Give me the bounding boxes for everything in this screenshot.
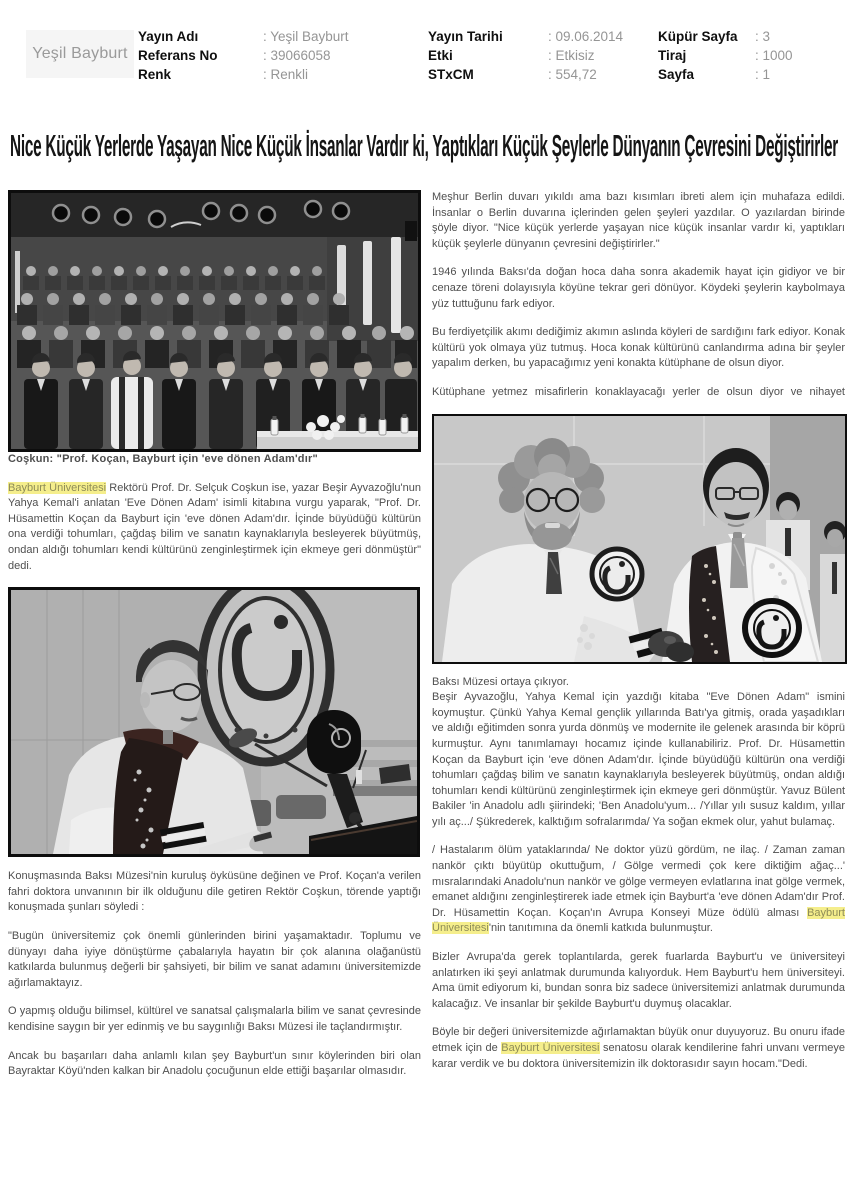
article-paragraph: Bizler Avrupa'da gerek toplantılarda, gerek fuarlarda Bayburt'u ve üniversiteyi anlatırken iki şeyi anlatmak durumunda kalıyorduk. Hem Bayburt'u hem üniversiteyi. Ama ümit ediyorum ki, bundan sonra biz sadece üniversitemizi anlatmak durumunda kalacağız. Ve insanlar bir şekilde Bayburt'u duymuş olacaklar.: [432, 951, 845, 1010]
meta-label: STxCM: [428, 67, 474, 82]
meta-value: : 39066058: [263, 48, 331, 63]
article-paragraph: Ancak bu başarıları daha anlamlı kılan şey Bayburt'un sınır köylerinden biri olan Bayraktar Köyü'nden kalkan bir Anadolu çocuğunun elde ettiği başarılar olmasıdır.: [8, 1049, 421, 1078]
right-column: [432, 190, 845, 1085]
meta-row: [138, 46, 349, 65]
meta-label: Tiraj: [658, 48, 687, 63]
paragraph-text: 'nin tanıtımına da önemli katkıda bulunmuştur.: [488, 922, 713, 935]
paragraph-text: Rektörü Prof. Dr. Selçuk Coşkun ise, yazar Beşir Ayvazoğlu'nun Yahya Kemal'i anlatan 'Eve Dönen Adam' isimli kitabına vurgu yaparak, "Prof. Dr. Hüsamettin Koçan da Bayburt için 'eve dönen Adam'dır. İçinde büyüdüğü kültürün ona verdiği tohumları, çağdaş bilim ve sanatın kaynaklarıyla besleyerek büyütmüş, ondan aldığı tohumları kendi kültürünü zenginleştirmek için ekmeye geri dönmüştür" dedi.: [8, 481, 421, 572]
meta-value: : 09.06.2014: [548, 29, 624, 44]
meta-row: [658, 27, 793, 46]
newspaper-logo: [26, 30, 134, 78]
photo-caption: Coşkun: "Prof. Koçan, Bayburt için 'eve dönen Adam'dır": [8, 453, 318, 465]
article-paragraph: Meşhur Berlin duvarı yıkıldı ama bazı kısımları ibreti alem için muhafaza edildi. İnsanlar o Berlin duvarına içlerinden gelen şeyleri yazdılar. O yazılardan birinde şöyle diyor. "Nice küçük yerlerde yaşayan nice küçük insanlar vardır ki, yaptıkları küçük şeylerle dünyanın çevresini değiştirirler.": [432, 191, 845, 250]
handshake-photo-art: [434, 416, 845, 662]
article-paragraph: Beşir Ayvazoğlu, Yahya Kemal için yazdığı kitaba "Eve Dönen Adam" ismini koymuştur. Çünkü Yahya Kemal gençlik yıllarında Batı'ya gitmiş, orada yaşadıkları ve aldığı eğitimden sonra yurda dönmüş ve modernite ile gelenek arasında bir köprü kurmuştur. Aynı tanımlamayı hocamız içinde kullanabiliriz. Prof. Dr. Hüsamettin Koçan da Bayburt için 'eve dönen Adam'dır. İçinde büyüdüğü kültürün ona verdiği tohumları çağdaş bilim ve sanatın kaynaklarıyla besleyerek büyütmüş, ondan aldığı tohumları kendi kültürünü zenginleştirmek için ekmeye geri dönmüştür. Yavuz Bülent Bakiler 'in Anadolu adlı şiirindeki; 'Ben Anadolu'yum... /Yıllar yılı susuz kaldım, yıllar yılı aç.../ Şükrederek, kalktığım sofralarımda/ Ya soğan ekmek olur, yahut bulamaç.: [432, 691, 845, 828]
meta-row: [428, 27, 623, 46]
meta-value: : 3: [755, 29, 771, 44]
meta-label: Yayın Tarihi: [428, 29, 503, 44]
highlighted-text: Bayburt Üniversitesi: [8, 481, 107, 494]
article-paragraph: [432, 843, 845, 937]
article-paragraph: [8, 481, 421, 575]
newspaper-logo-text: Yeşil Bayburt: [32, 45, 128, 62]
article-paragraph: "Bugün üniversitemiz çok önemli günlerinden birini yaşamaktadır. Toplumu ve dünyayı daha iyiye dönüştürme çabalarıyla hayatın bir çok alanına olağanüstü katkılarda bulunmuş değerli bir şahsiyeti, bir bilim ve sanat adamını üniversitemizde ağırlamaktayız.: [8, 929, 421, 989]
article-paragraph: Konuşmasında Baksı Müzesi'nin kuruluş öyküsüne değinen ve Prof. Koçan'a verilen fahri doktora unvanının bir ilk olduğunu dile getiren Rektör Coşkun, törende yaptığı konuşmada şunları söyledi :: [8, 870, 421, 914]
article-paragraph: [432, 1025, 845, 1072]
meta-value: : 1000: [755, 48, 793, 63]
meta-label: Sayfa: [658, 67, 695, 82]
meta-label: Küpür Sayfa: [658, 29, 738, 44]
paragraph-text: senatosu olarak kendilerine fahri unvanı vermeye karar verdik ve bu doktora üniversitemizin ilk doktorasıdır sayın hocam."Dedi.: [432, 1042, 845, 1070]
rector-speech-photo: [8, 587, 420, 857]
meta-label: Renk: [138, 67, 172, 82]
article-headline-text: Nice Küçük Yerlerde Yaşayan Nice Küçük İnsanlar Vardır ki, Yaptıkları Küçük Şeylerle Dünyanın Çevresini Değiştirirler: [10, 128, 838, 163]
meta-row: [658, 46, 793, 65]
article-paragraph: O yapmış olduğu bilimsel, kültürel ve sanatsal çalışmalarla bilim ve sanat çevresinde kendisine saygın bir yer edinmiş ve bu saygınlığı Baksı Müzesi ile taçlandırmıştır.: [8, 1005, 421, 1033]
meta-row: [138, 27, 349, 46]
meta-label: Etki: [428, 48, 453, 63]
ceremony-audience-photo: [8, 190, 421, 452]
meta-value: : 1: [755, 67, 771, 82]
meta-value: : 554,72: [548, 67, 597, 82]
article-paragraph: Baksı Müzesi ortaya çıkıyor.: [432, 675, 569, 688]
meta-row: [658, 65, 793, 84]
meta-value: : Yeşil Bayburt: [263, 29, 349, 44]
ceremony-audience-photo-art: [11, 193, 418, 449]
article-paragraph: 1946 yılında Baksı'da doğan hoca daha sonra akademik hayat için gidiyor ve bir cenaze töreni dolayısıyla köyüne tekrar geri dönüyor. Köydeki şeylerin kaybolmaya yüz tuttuğunu fark ediyor.: [432, 266, 845, 310]
handshake-photo: [432, 414, 847, 664]
article-headline: [10, 128, 838, 174]
article-paragraph: Bu ferdiyetçilik akımı dediğimiz akımın aslında köyleri de sardığını fark ediyor. Konak kültürü yok olmaya yüz tutmuş. Hoca konak kültürünü canlandırma adına bir şeyler yapalım derken, bu yapacağımız yeni konakta kütüphane de olsun diyor.: [432, 326, 845, 370]
meta-row: [138, 65, 349, 84]
meta-row: [428, 65, 623, 84]
meta-value: : Etkisiz: [548, 48, 595, 63]
article-paragraph: Kütüphane yetmez misafirlerin konaklayacağı yerler de olsun diyor ve nihayet: [432, 385, 845, 398]
metadata-group-1: [138, 27, 349, 84]
meta-row: [428, 46, 623, 65]
left-column: [8, 190, 421, 1093]
metadata-group-2: [428, 27, 623, 84]
paragraph-text: / Hastalarım ölüm yataklarında/ Ne doktor yüzü gördüm, ne ilaç. / Zaman zaman nankör çıktı büyütüp okuttuğum, / Gölge vermedi çok kere diktiğim ağaç...' mısralarındaki Anadolu'nun nankör ve gölge vermeyen evlatlarına inat gölge vermek, emanet aldığını zenginleştirerek iade etmek için Bayburt'a 'eve dönen Adam'dır Prof. Dr. Hüsamettin Koçan. Koçan'ın Avrupa Konseyi Müze ödülü alması: [432, 844, 845, 919]
highlighted-text: Bayburt Üniversitesi: [432, 906, 845, 935]
paragraph-text: Böyle bir değeri üniversitemizde ağırlamaktan büyük onur duyuyoruz. Bu onuru ifade etmek için de: [432, 1026, 845, 1054]
metadata-group-3: [658, 27, 793, 84]
meta-label: Yayın Adı: [138, 29, 199, 44]
highlighted-text: Bayburt Üniversitesi: [501, 1042, 600, 1054]
meta-value: : Renkli: [263, 67, 309, 82]
meta-label: Referans No: [138, 48, 218, 63]
rector-speech-photo-art: [11, 590, 417, 854]
